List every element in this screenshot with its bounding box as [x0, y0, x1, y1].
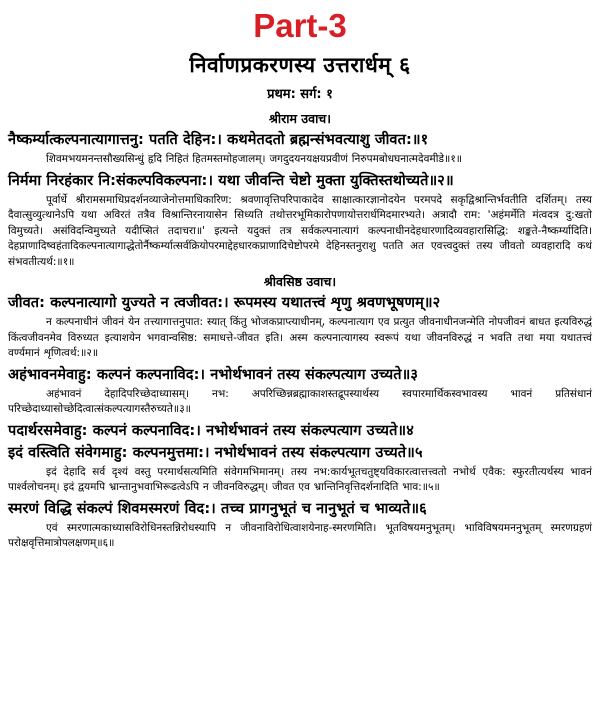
commentary-paragraph: इदं देहादि सर्व दृश्यं वस्तु परमार्थसत्यमिति संवेगमभिमानम्। तस्य नभ:कार्यभूतचतुष्ट्यविकारत्वात्तत्त्वतो नभोर्थ एवैक: स्फुरतीत्यर्थस्य भावनं पार्श्वलोचनम्। इदं द्वयमपि भ्रान्तानुभवाभिरूढत्वेऽपि न जीवनविरुद्धम्। जीवत एव भ्रान्तिनिवृत्तिदर्शनादिति भाव:॥५॥ [8, 465, 592, 493]
verse-line: निर्ममा निरहंकार नि:संकल्पविकल्पना:। यथा जीवन्ति चेष्टो मुक्ता युक्तिस्तथोच्यते॥२॥ [8, 172, 454, 189]
section-srivasistha [8, 273, 592, 551]
sarga-heading: प्रथम: सर्ग: १ [267, 87, 333, 102]
verse-line: इदं वस्त्विति संवेगमाहु: कल्पनमुत्तमा:। नभोर्थभावनं तस्य संकल्पत्याग उच्यते॥५ [8, 444, 423, 461]
speaker-heading: श्रीवसिष्ठ उवाच। [263, 274, 337, 289]
commentary-paragraph: एवं स्मरणात्मकाध्यासविरोधिनस्तन्निरोधस्यापि न जीवनाविरोधित्वाशयेनाह-स्मरणमिति। भूतविषयमनुभूतम्। भाविविषयमननुभूतम् स्मरणग्रहणं परोक्षवृत्तिमात्रोपलक्षणम्॥६॥ [8, 521, 592, 549]
commentary-paragraph: अहंभावनं देहादिपरिच्छेदाध्यासम्। नभ: अपरिच्छिन्नब्रह्माकाशस्तद्रूपस्यार्थस्य स्वपारमार्थिकस्वभावस्य भावनं प्रतिसंधानं परिच्छेदाध्यासोच्छेदित्वात्संकल्पत्यागस्तैरुच्यते॥३॥ [8, 387, 592, 415]
verse-line: स्मरणं विद्धि संकल्पं शिवमस्मरणं विद:। तच्च प्रागनुभूतं च नानुभूतं च भाव्यते॥६ [8, 500, 427, 517]
verse-line: अहंभावनमेवाहु: कल्पनं कल्पनाविद:। नभोर्थभावनं तस्य संकल्पत्याग उच्यते॥३ [8, 366, 419, 383]
commentary-paragraph: शिवमभयमनन्तसौख्यसिन्धुं हृदि निहितं हितमस्तमोहजालम्। जगदुदयनयक्षयप्रवीणं निरुपमबोधघनात्मदेवमीडे॥१॥ [46, 153, 463, 165]
commentary-paragraph: न कल्पनाधीनं जीवनं येन तत्त्यागात्तनुपात: स्यात् किंतु भोजकप्राप्त्याधीनम्, कल्पनात्याग एव प्रत्युत जीवनाधीनजन्मेति नोपजीवनं बाधत इत्यविरुद्धं किंत्वजीवनमेव विरुध्यत इत्याशयेन भगवान्वसिष्ठ: समाधत्ते-जीवत इति। अस्म कल्पनात्यागस्य स्वरूपं यथा जीवनविरुद्धं न भवति तथा मया यथातत्त्वं वर्ण्यमानं शृणित्वर्थ:॥२॥ [8, 316, 592, 359]
verse-line: नैष्कर्म्यात्कल्पनात्यागात्तनु: पतति देहिन:। कथमेतदतो ब्रह्मन्संभवत्याशु जीवत:॥१ [8, 132, 429, 148]
verse-line: पदार्थरसमेवाहु: कल्पनं कल्पनाविद:। नभोर्थभावनं तस्य संकल्पत्याग उच्यते॥४ [8, 422, 414, 439]
commentary-paragraph: पूर्वार्धे श्रीरामसमाधिप्रदर्शनव्याजेनोत्तमाधिकारिण: श्रवणावृत्तिपरिपाकादेव साक्षात्कारज्ञानोदयेन परमपदे सकृद्विश्रान्तिर्भवतीति दर्शितम्। तस्य दैवात्सुव्युत्थानेऽपि यथा अविरतं तत्रैव विश्रान्तिरनायासेन सिध्यति तथोत्तरभूमिकारोपणायोत्तरार्धमिदमारभ्यते। अत्रादौ राम: 'अहंमर्मेति मंत्वदत्र दु:खतो विमुच्यते। असंविदन्विमुच्यते यदीप्सितं तदाचरा॥' इत्यन्ते यदुक्तं तत्र सर्वकल्पनात्यागं कल्पनाधीनदेहधारणादिव्यवहारासिद्धि: शङ्कते-नैष्कर्म्यादिति। देहप्राणादिष्वहंतादिकल्पनात्यागाद्धेतोर्नैष्कर्म्यात्सर्वक्रियोपरमाद्देहधारकप्राणादिचेष्टोपरमे देहिनस्तनुराशु पतति अत एवत्त्वदुक्तं तस्य जीवतो व्यवहारादि कथं संभवतीत्यर्थ:॥१॥ [8, 193, 592, 268]
verse-line: जीवत: कल्पनात्यागो युज्यते न त्वजीवत:। रूपमस्य यथातत्त्वं शृणु श्रवणभूषणम्॥२ [8, 295, 441, 311]
part-heading: Part-3 [253, 7, 347, 44]
speaker-heading: श्रीराम उवाच। [269, 111, 331, 126]
page-title: निर्वाणप्रकरणस्य उत्तरार्धम् ६ [189, 53, 411, 77]
section-sriram [8, 110, 592, 270]
